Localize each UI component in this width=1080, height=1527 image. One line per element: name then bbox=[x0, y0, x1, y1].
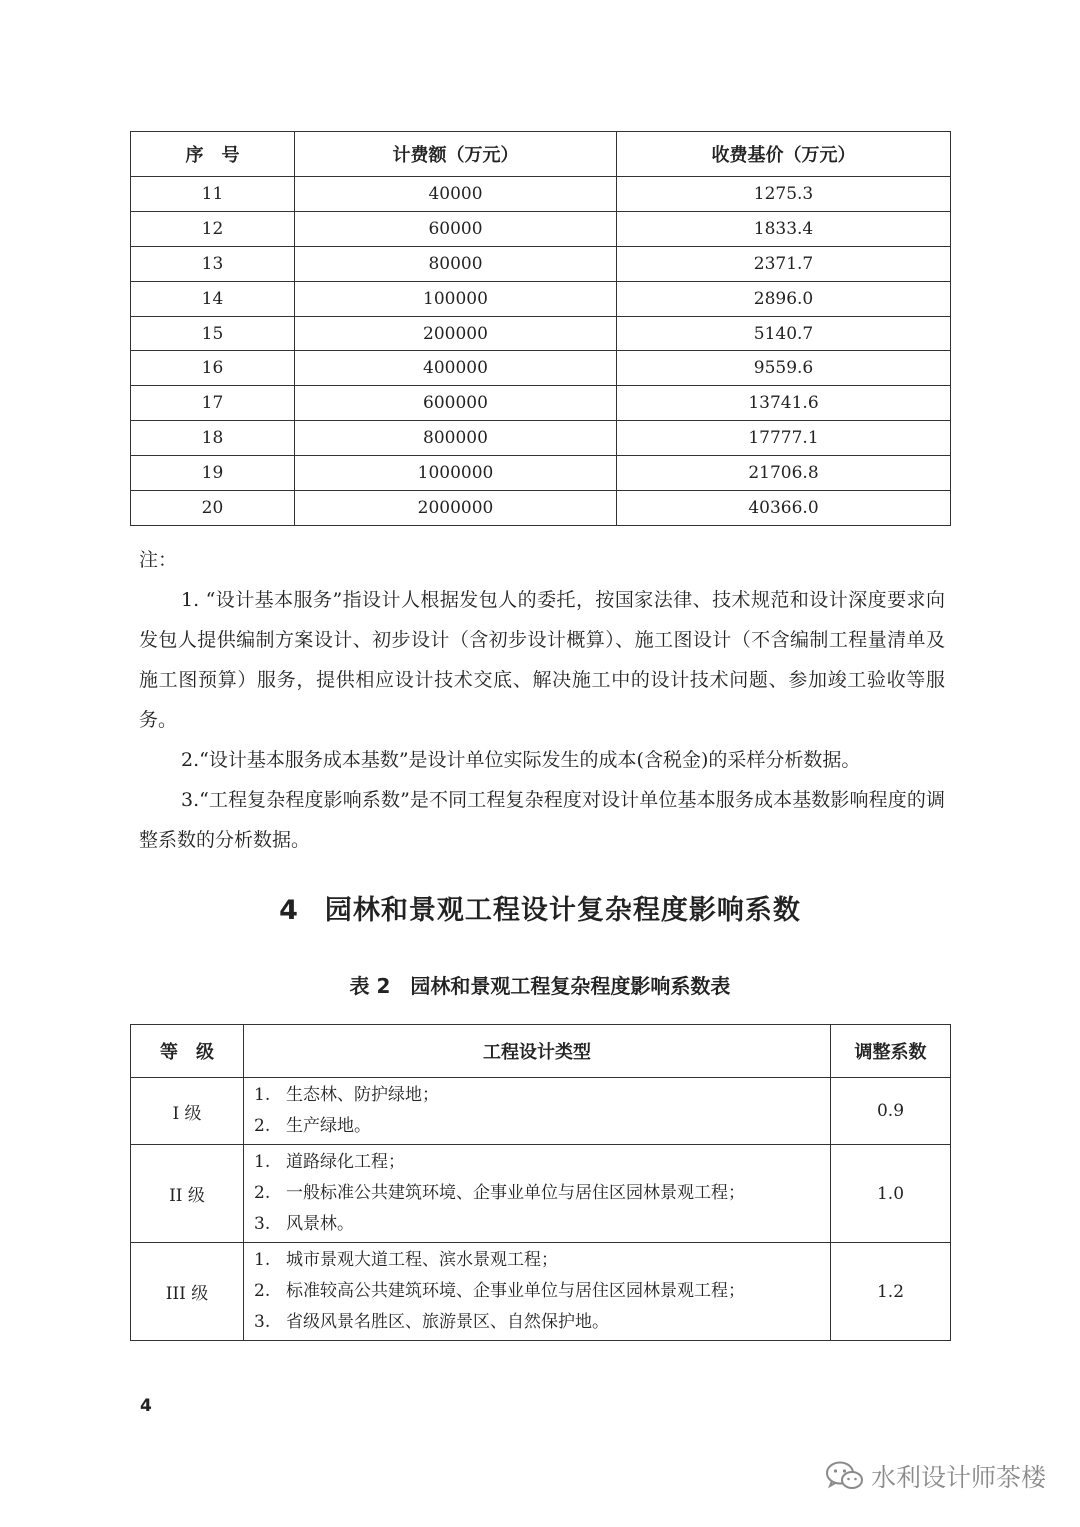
row-number: 19 bbox=[131, 456, 295, 491]
watermark-text: 水利设计师茶楼 bbox=[870, 1463, 1046, 1492]
design-types-cell bbox=[244, 1145, 831, 1243]
fee-amount: 1000000 bbox=[295, 456, 617, 491]
base-price: 1833.4 bbox=[617, 211, 951, 246]
base-price: 21706.8 bbox=[617, 456, 951, 491]
level-cell: III 级 bbox=[131, 1243, 244, 1341]
base-price: 13741.6 bbox=[617, 386, 951, 421]
design-type-item: 1. 城市景观大道工程、滨水景观工程； bbox=[254, 1250, 558, 1270]
table-row bbox=[131, 491, 951, 526]
row-number: 20 bbox=[131, 491, 295, 526]
coefficient-cell: 1.2 bbox=[831, 1243, 951, 1341]
fee-amount: 60000 bbox=[295, 211, 617, 246]
note-item: 2.“设计基本服务成本基数”是设计单位实际发生的成本(含税金)的采样分析数据。 bbox=[181, 749, 861, 771]
coef-table-header-cell: 等 级 bbox=[131, 1025, 244, 1078]
fee-amount: 100000 bbox=[295, 281, 617, 316]
coef-table-header-cell: 工程设计类型 bbox=[244, 1025, 831, 1078]
fee-amount: 600000 bbox=[295, 386, 617, 421]
base-price: 1275.3 bbox=[617, 177, 951, 212]
row-number: 12 bbox=[131, 211, 295, 246]
fee-table-header-cell: 收费基价（万元） bbox=[617, 132, 951, 177]
table-row bbox=[131, 211, 951, 246]
design-type-item: 1. 道路绿化工程； bbox=[254, 1152, 405, 1172]
base-price: 5140.7 bbox=[617, 316, 951, 351]
row-number: 16 bbox=[131, 351, 295, 386]
base-price: 40366.0 bbox=[617, 491, 951, 526]
design-types-cell bbox=[244, 1078, 831, 1145]
coefficient-cell: 1.0 bbox=[831, 1145, 951, 1243]
fee-base-table bbox=[130, 131, 951, 526]
table-row bbox=[131, 316, 951, 351]
table-caption: 表 2 园林和景观工程复杂程度影响系数表 bbox=[349, 974, 731, 998]
fee-amount: 40000 bbox=[295, 177, 617, 212]
notes-section bbox=[139, 540, 945, 860]
table-row bbox=[131, 456, 951, 491]
coef-table-header-cell: 调整系数 bbox=[831, 1025, 951, 1078]
page-number: 4 bbox=[140, 1396, 152, 1416]
fee-table-header-cell: 序 号 bbox=[131, 132, 295, 177]
fee-amount: 800000 bbox=[295, 421, 617, 456]
complexity-coefficient-table bbox=[130, 1024, 951, 1341]
design-types-cell bbox=[244, 1243, 831, 1341]
fee-table-header-row bbox=[131, 132, 951, 177]
watermark bbox=[825, 1458, 1046, 1494]
fee-amount: 200000 bbox=[295, 316, 617, 351]
design-type-item: 1. 生态林、防护绿地； bbox=[254, 1085, 439, 1105]
table-row bbox=[131, 246, 951, 281]
section-heading bbox=[0, 888, 1080, 927]
design-type-item: 3. 省级风景名胜区、旅游景区、自然保护地。 bbox=[254, 1312, 609, 1332]
row-number: 13 bbox=[131, 246, 295, 281]
level-cell: II 级 bbox=[131, 1145, 244, 1243]
section-title: 园林和景观工程设计复杂程度影响系数 bbox=[324, 895, 801, 926]
table-row bbox=[131, 351, 951, 386]
row-number: 17 bbox=[131, 386, 295, 421]
table-row bbox=[131, 281, 951, 316]
section-number: 4 bbox=[279, 895, 299, 926]
table-row bbox=[131, 1145, 951, 1243]
notes-label: 注： bbox=[139, 549, 178, 571]
table-row bbox=[131, 421, 951, 456]
wechat-icon bbox=[825, 1460, 865, 1492]
fee-amount: 400000 bbox=[295, 351, 617, 386]
base-price: 2371.7 bbox=[617, 246, 951, 281]
coef-table-header-row bbox=[131, 1025, 951, 1078]
row-number: 18 bbox=[131, 421, 295, 456]
row-number: 14 bbox=[131, 281, 295, 316]
design-type-item: 2. 标准较高公共建筑环境、企事业单位与居住区园林景观工程； bbox=[254, 1281, 745, 1301]
level-cell: I 级 bbox=[131, 1078, 244, 1145]
table-row bbox=[131, 177, 951, 212]
design-type-item: 3. 风景林。 bbox=[254, 1214, 354, 1234]
design-type-item: 2. 生产绿地。 bbox=[254, 1116, 371, 1136]
design-type-item: 2. 一般标准公共建筑环境、企事业单位与居住区园林景观工程； bbox=[254, 1183, 745, 1203]
row-number: 15 bbox=[131, 316, 295, 351]
base-price: 2896.0 bbox=[617, 281, 951, 316]
row-number: 11 bbox=[131, 177, 295, 212]
fee-amount: 2000000 bbox=[295, 491, 617, 526]
table-row bbox=[131, 1243, 951, 1341]
base-price: 17777.1 bbox=[617, 421, 951, 456]
base-price: 9559.6 bbox=[617, 351, 951, 386]
note-item: 1. “设计基本服务”指设计人根据发包人的委托，按国家法律、技术规范和设计深度要求向发包人提供编制方案设计、初步设计（含初步设计概算）、施工图设计（不含编制工程量清单及施工图预算）服务，提供相应设计技术交底、解决施工中的设计技术问题、参加竣工验收等服务。 bbox=[139, 589, 945, 731]
coefficient-cell: 0.9 bbox=[831, 1078, 951, 1145]
fee-amount: 80000 bbox=[295, 246, 617, 281]
table-row bbox=[131, 386, 951, 421]
table-row bbox=[131, 1078, 951, 1145]
note-item: 3.“工程复杂程度影响系数”是不同工程复杂程度对设计单位基本服务成本基数影响程度的调整系数的分析数据。 bbox=[139, 789, 945, 851]
fee-table-header-cell: 计费额（万元） bbox=[295, 132, 617, 177]
